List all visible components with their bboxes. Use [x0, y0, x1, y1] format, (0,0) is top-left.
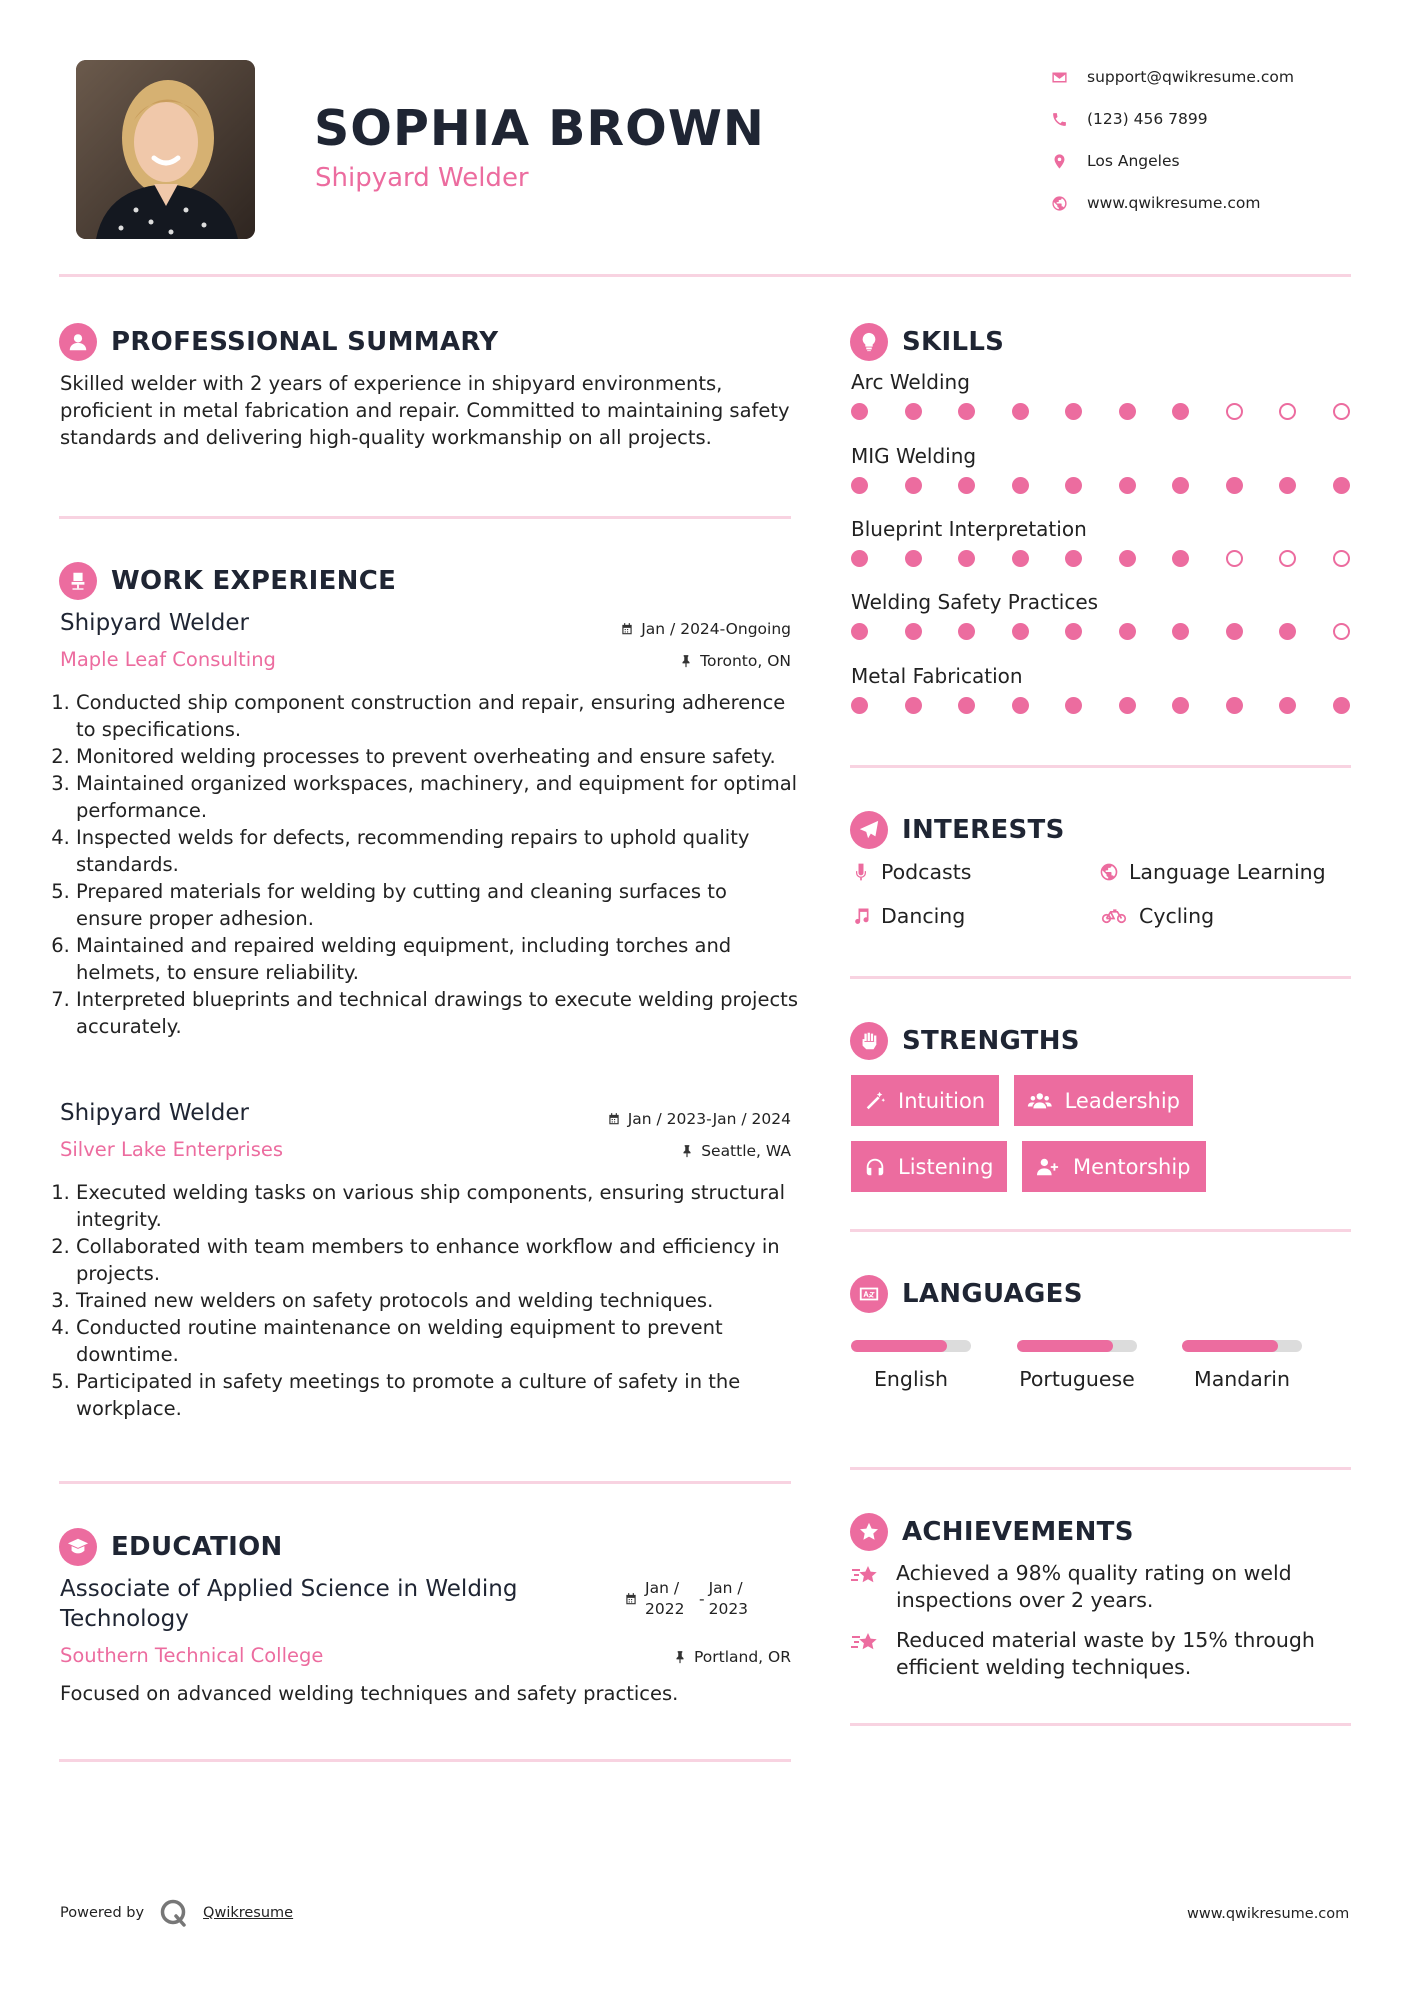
language-level-bar — [1182, 1340, 1302, 1352]
envelope-icon — [1051, 69, 1087, 86]
rating-dot-filled — [1119, 623, 1136, 640]
job-1-company: Maple Leaf Consulting — [60, 648, 276, 671]
language-item — [1182, 1340, 1302, 1393]
rating-dot-filled — [1279, 697, 1296, 714]
rating-dot-filled — [905, 477, 922, 494]
pushpin-icon — [673, 1650, 687, 1664]
skills-heading — [850, 323, 1004, 361]
strengths-divider — [850, 1229, 1351, 1232]
rating-dot-filled — [1172, 550, 1189, 567]
rating-dot-filled — [905, 623, 922, 640]
education-school: Southern Technical College — [60, 1644, 324, 1667]
strength-chip-listening — [851, 1141, 1007, 1192]
achievement-text: Reduced material waste by 15% through efficient welding techniques. — [896, 1628, 1315, 1679]
magic-wand-icon — [864, 1090, 886, 1112]
experience-heading-text: WORK EXPERIENCE — [111, 566, 397, 596]
language-item — [851, 1340, 971, 1393]
pushpin-icon — [680, 1144, 694, 1158]
languages-heading-text: LANGUAGES — [902, 1279, 1083, 1309]
list-item: 4. Inspected welds for defects, recommending repairs to uphold quality standards. — [76, 824, 798, 878]
rating-dot-filled — [958, 477, 975, 494]
footer-powered-by — [60, 1898, 293, 1928]
rating-dot-empty — [1333, 550, 1350, 567]
contact-email-text: support@qwikresume.com — [1087, 68, 1294, 86]
skill-rating — [851, 403, 1350, 420]
rating-dot-filled — [851, 623, 868, 640]
summary-heading-text: PROFESSIONAL SUMMARY — [111, 327, 499, 357]
bicycle-icon — [1099, 906, 1129, 926]
globe-icon — [1099, 862, 1119, 882]
list-item: 3. Trained new welders on safety protocols and welding techniques. — [76, 1287, 798, 1314]
education-location — [560, 1648, 791, 1666]
rating-dot-filled — [1279, 477, 1296, 494]
language-level-fill — [851, 1340, 947, 1352]
rating-dot-filled — [1119, 550, 1136, 567]
strength-chip-mentorship — [1022, 1141, 1206, 1192]
interest-cycling — [1099, 904, 1214, 928]
list-item: 1. Conducted ship component construction and repair, ensuring adherence to specifications. — [76, 689, 798, 743]
language-level-fill — [1182, 1340, 1278, 1352]
skill-rating — [851, 623, 1350, 640]
rating-dot-empty — [1226, 550, 1243, 567]
skills-divider — [850, 765, 1351, 768]
rating-dot-empty — [1333, 403, 1350, 420]
contact-phone-text: (123) 456 7899 — [1087, 110, 1208, 128]
candidate-name: SOPHIA BROWN — [314, 100, 765, 157]
list-item: 5. Prepared materials for welding by cutting and cleaning surfaces to ensure proper adhesion. — [76, 878, 798, 932]
rating-dot-filled — [851, 477, 868, 494]
strength-label: Listening — [898, 1154, 994, 1179]
list-item: 7. Interpreted blueprints and technical drawings to execute welding projects accurately. — [76, 986, 798, 1040]
language-level-bar — [851, 1340, 971, 1352]
fist-icon — [850, 1022, 888, 1060]
rating-dot-filled — [1172, 623, 1189, 640]
skill-name: Arc Welding — [851, 370, 970, 394]
skill-item — [851, 444, 1351, 494]
list-item: 3. Maintained organized workspaces, machinery, and equipment for optimal performance. — [76, 770, 798, 824]
users-icon — [1027, 1090, 1053, 1112]
rating-dot-filled — [1012, 550, 1029, 567]
contact-phone[interactable] — [1051, 98, 1351, 140]
contact-list — [1051, 56, 1351, 224]
shooting-star-icon — [850, 1627, 880, 1657]
profile-photo-image — [76, 60, 255, 239]
language-level-fill — [1017, 1340, 1113, 1352]
language-item — [1017, 1340, 1137, 1393]
language-name: English — [873, 1367, 949, 1391]
headphones-icon — [864, 1156, 886, 1178]
summary-heading — [59, 323, 498, 361]
rating-dot-filled — [1226, 623, 1243, 640]
education-dates — [624, 1578, 791, 1620]
skill-item — [851, 517, 1351, 567]
strength-label: Intuition — [898, 1088, 986, 1113]
qwikresume-link[interactable]: Qwikresume — [203, 1905, 294, 1921]
rating-dot-filled — [1012, 697, 1029, 714]
rating-dot-filled — [1279, 623, 1296, 640]
skills-heading-text: SKILLS — [902, 327, 1005, 357]
job-2-title: Shipyard Welder — [60, 1100, 249, 1126]
list-item: 2. Monitored welding processes to prevent overheating and ensure safety. — [76, 743, 798, 770]
job-2-dates — [540, 1110, 791, 1128]
experience-divider — [59, 1481, 791, 1484]
skill-item — [851, 590, 1351, 640]
education-description: Focused on advanced welding techniques and safety practices. — [60, 1682, 679, 1705]
job-2-bullets — [58, 1179, 798, 1422]
map-pin-icon — [1051, 153, 1087, 170]
skill-name: Metal Fabrication — [851, 664, 1023, 688]
language-icon — [850, 1275, 888, 1313]
office-chair-icon — [59, 562, 97, 600]
skill-rating — [851, 550, 1350, 567]
calendar-icon — [607, 1112, 621, 1126]
summary-text: Skilled welder with 2 years of experience in shipyard environments, proficient in metal fabrication and repair. Committed to maintaining safety standards and delivering high-quality workmanship on all projects. — [60, 372, 790, 449]
interests-heading — [850, 811, 1065, 849]
date-separator: - — [699, 1589, 705, 1608]
user-plus-icon — [1035, 1156, 1061, 1178]
strengths-heading — [850, 1022, 1080, 1060]
rating-dot-filled — [1172, 477, 1189, 494]
interests-heading-text: INTERESTS — [902, 815, 1065, 845]
rating-dot-filled — [958, 403, 975, 420]
interest-label: Language Learning — [1129, 860, 1326, 884]
achievements-heading — [850, 1513, 1134, 1551]
contact-location-text: Los Angeles — [1087, 152, 1180, 170]
rating-dot-filled — [1172, 697, 1189, 714]
interest-language-learning — [1099, 860, 1326, 884]
rating-dot-filled — [1065, 550, 1082, 567]
rating-dot-filled — [851, 403, 868, 420]
achievements-heading-text: ACHIEVEMENTS — [902, 1517, 1134, 1547]
list-item: 4. Conducted routine maintenance on welding equipment to prevent downtime. — [76, 1314, 798, 1368]
job-2-location — [560, 1142, 791, 1160]
rating-dot-filled — [1065, 403, 1082, 420]
job-2-company: Silver Lake Enterprises — [60, 1138, 284, 1161]
skill-item — [851, 370, 1351, 420]
rating-dot-filled — [851, 697, 868, 714]
music-icon — [851, 906, 871, 926]
candidate-title: Shipyard Welder — [315, 163, 529, 193]
strength-chip-leadership — [1014, 1075, 1193, 1126]
rating-dot-filled — [1065, 477, 1082, 494]
achievements-divider — [850, 1723, 1351, 1726]
experience-heading — [59, 562, 396, 600]
skill-name: MIG Welding — [851, 444, 977, 468]
education-divider — [59, 1759, 791, 1762]
strength-label: Leadership — [1064, 1088, 1180, 1113]
user-icon — [59, 323, 97, 361]
rating-dot-filled — [1119, 697, 1136, 714]
rating-dot-filled — [1012, 623, 1029, 640]
interest-dancing — [851, 904, 965, 928]
job-1-dates-text: Jan / 2024-Ongoing — [641, 620, 791, 638]
rating-dot-filled — [1119, 403, 1136, 420]
strength-chip-intuition — [851, 1075, 999, 1126]
interest-label: Dancing — [881, 904, 966, 928]
graduation-icon — [59, 1528, 97, 1566]
rating-dot-filled — [1119, 477, 1136, 494]
header-divider — [59, 274, 1351, 277]
list-item: 1. Executed welding tasks on various ship components, ensuring structural integrity. — [76, 1179, 798, 1233]
rating-dot-filled — [958, 623, 975, 640]
skill-name: Welding Safety Practices — [851, 590, 1099, 614]
star-badge-icon — [850, 1513, 888, 1551]
contact-location — [1051, 140, 1351, 182]
strengths-heading-text: STRENGTHS — [902, 1026, 1080, 1056]
job-1-bullets — [58, 689, 798, 1040]
rating-dot-empty — [1279, 403, 1296, 420]
contact-website-text: www.qwikresume.com — [1087, 194, 1261, 212]
job-1-title: Shipyard Welder — [60, 610, 249, 636]
skill-rating — [851, 697, 1350, 714]
achievement-item-2 — [850, 1627, 1350, 1681]
contact-email[interactable] — [1051, 56, 1351, 98]
rating-dot-empty — [1279, 550, 1296, 567]
contact-website[interactable] — [1051, 182, 1351, 224]
education-end: Jan / 2023 — [708, 1579, 749, 1618]
profile-photo — [76, 60, 255, 239]
rating-dot-filled — [1012, 403, 1029, 420]
list-item: 6. Maintained and repaired welding equipment, including torches and helmets, to ensure reliability. — [76, 932, 798, 986]
calendar-icon — [624, 1592, 638, 1606]
skill-name: Blueprint Interpretation — [851, 517, 1087, 541]
rating-dot-filled — [905, 697, 922, 714]
paper-plane-icon — [850, 811, 888, 849]
interest-label: Cycling — [1139, 904, 1215, 928]
phone-icon — [1051, 111, 1087, 128]
powered-by-text: Powered by — [60, 1905, 145, 1921]
rating-dot-filled — [1065, 623, 1082, 640]
rating-dot-filled — [1065, 697, 1082, 714]
globe-icon — [1051, 195, 1087, 212]
rating-dot-filled — [1333, 477, 1350, 494]
calendar-icon — [620, 622, 634, 636]
rating-dot-empty — [1333, 623, 1350, 640]
shooting-star-icon — [850, 1560, 880, 1590]
achievement-text: Achieved a 98% quality rating on weld inspections over 2 years. — [896, 1561, 1292, 1612]
job-1-dates — [560, 620, 791, 638]
language-name: Mandarin — [1194, 1367, 1290, 1391]
job-1-location — [560, 652, 791, 670]
rating-dot-filled — [1172, 403, 1189, 420]
job-1-location-text: Toronto, ON — [700, 652, 791, 670]
lightbulb-icon — [850, 323, 888, 361]
education-heading — [59, 1528, 283, 1566]
education-location-text: Portland, OR — [693, 1648, 791, 1666]
summary-divider — [59, 516, 791, 519]
rating-dot-filled — [905, 550, 922, 567]
list-item: 2. Collaborated with team members to enhance workflow and efficiency in projects. — [76, 1233, 798, 1287]
languages-divider — [850, 1467, 1351, 1470]
languages-heading — [850, 1275, 1083, 1313]
job-2-location-text: Seattle, WA — [701, 1142, 791, 1160]
education-degree: Associate of Applied Science in Welding Technology — [60, 1576, 518, 1632]
qwikresume-logo-icon — [159, 1898, 189, 1928]
rating-dot-filled — [851, 550, 868, 567]
education-start: Jan / 2022 — [645, 1579, 685, 1618]
interests-divider — [850, 976, 1351, 979]
footer-website[interactable]: www.qwikresume.com — [1187, 1906, 1350, 1922]
rating-dot-filled — [905, 403, 922, 420]
language-level-bar — [1017, 1340, 1137, 1352]
skill-rating — [851, 477, 1350, 494]
language-name: Portuguese — [1019, 1367, 1135, 1391]
rating-dot-filled — [1226, 697, 1243, 714]
microphone-icon — [851, 862, 871, 882]
rating-dot-filled — [958, 697, 975, 714]
rating-dot-filled — [1333, 697, 1350, 714]
skill-item — [851, 664, 1351, 714]
rating-dot-empty — [1226, 403, 1243, 420]
rating-dot-filled — [1226, 477, 1243, 494]
achievement-item-1 — [850, 1560, 1350, 1614]
rating-dot-filled — [1012, 477, 1029, 494]
pushpin-icon — [679, 654, 693, 668]
job-2-dates-text: Jan / 2023-Jan / 2024 — [627, 1110, 791, 1128]
strength-label: Mentorship — [1073, 1154, 1191, 1179]
list-item: 5. Participated in safety meetings to promote a culture of safety in the workplace. — [76, 1368, 798, 1422]
interest-label: Podcasts — [881, 860, 972, 884]
rating-dot-filled — [958, 550, 975, 567]
education-heading-text: EDUCATION — [111, 1532, 283, 1562]
interest-podcasts — [851, 860, 971, 884]
